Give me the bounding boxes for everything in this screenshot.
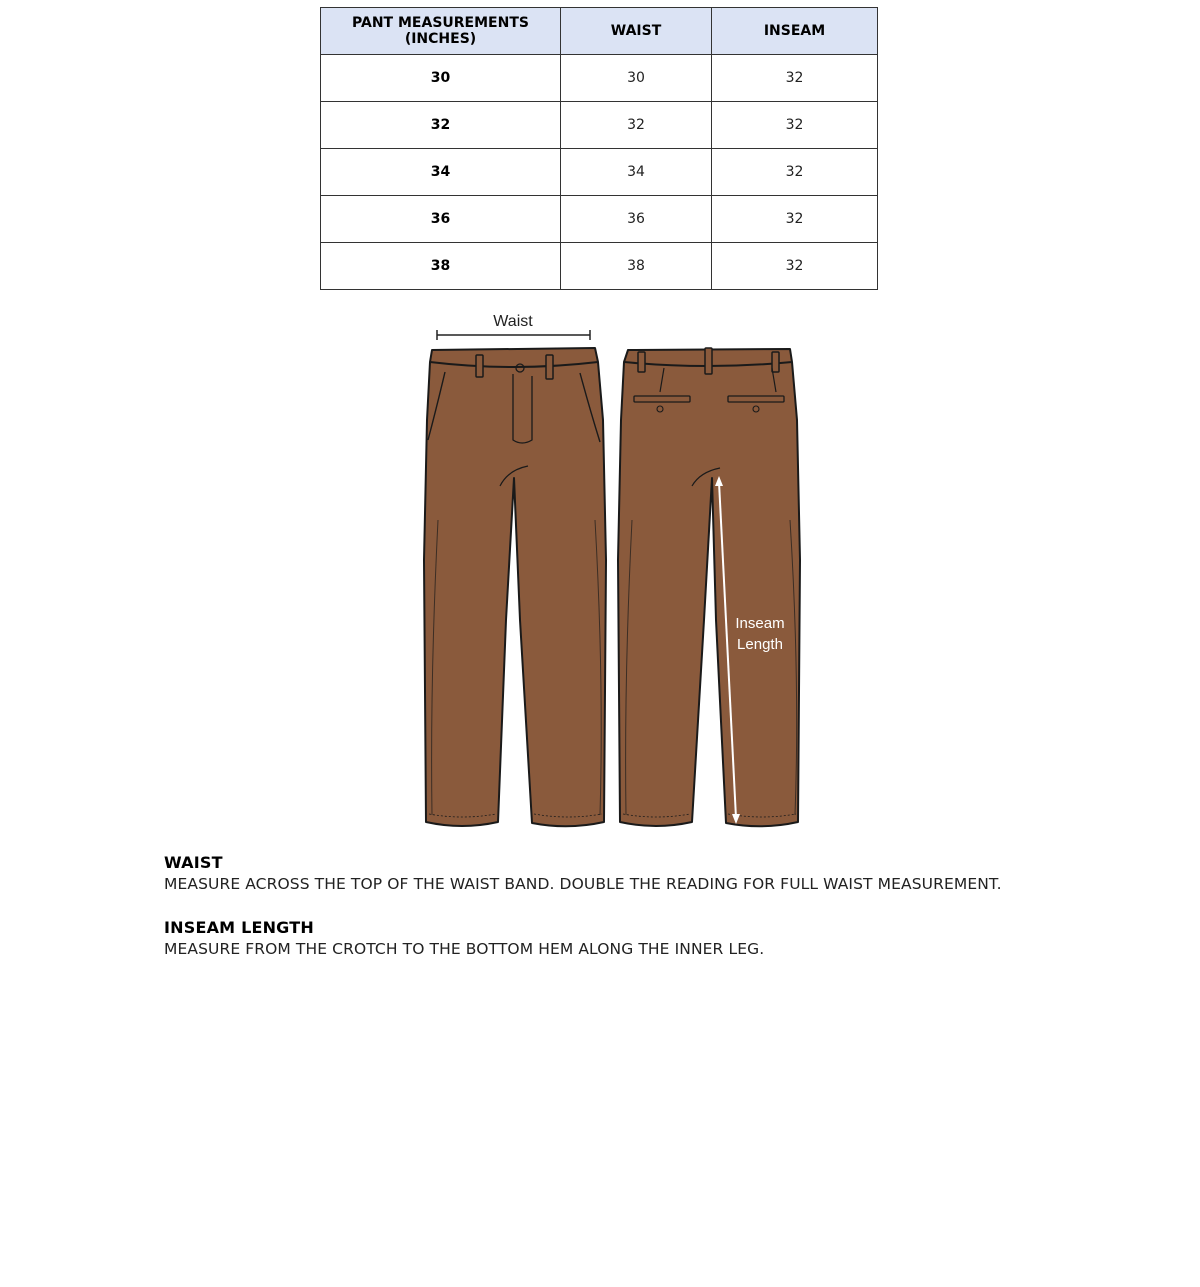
note-inseam [164, 917, 1164, 960]
note-text: MEASURE FROM THE CROTCH TO THE BOTTOM HEM ALONG THE INNER LEG. [164, 940, 765, 958]
table-header-row [321, 8, 878, 55]
size-cell: 36 [321, 196, 561, 243]
pants-back-view [618, 348, 800, 826]
inseam-cell: 32 [712, 243, 878, 290]
size-cell: 38 [321, 243, 561, 290]
header-waist: WAIST [561, 8, 712, 55]
header-pant-measurements: PANT MEASUREMENTS (INCHES) [321, 8, 561, 55]
size-cell: 30 [321, 55, 561, 102]
size-chart-table [320, 7, 878, 290]
table-row [321, 149, 878, 196]
note-text: MEASURE ACROSS THE TOP OF THE WAIST BAND. DOUBLE THE READING FOR FULL WAIST MEASUREMENT. [164, 875, 1002, 893]
measurement-notes [164, 852, 1164, 982]
inseam-cell: 32 [712, 55, 878, 102]
inseam-label-line2: Length [737, 636, 783, 653]
table-row [321, 243, 878, 290]
waist-label: Waist [493, 313, 533, 330]
note-title: INSEAM LENGTH [164, 918, 314, 937]
size-cell: 32 [321, 102, 561, 149]
waist-cell: 34 [561, 149, 712, 196]
waist-cell: 30 [561, 55, 712, 102]
pants-measurement-illustration [400, 300, 840, 840]
waist-cell: 36 [561, 196, 712, 243]
waist-cell: 38 [561, 243, 712, 290]
note-waist [164, 852, 1164, 895]
size-cell: 34 [321, 149, 561, 196]
inseam-cell: 32 [712, 196, 878, 243]
pants-front-view [424, 348, 606, 826]
inseam-cell: 32 [712, 149, 878, 196]
header-inseam: INSEAM [712, 8, 878, 55]
note-title: WAIST [164, 853, 223, 872]
inseam-cell: 32 [712, 102, 878, 149]
table-row [321, 102, 878, 149]
table-row [321, 55, 878, 102]
inseam-label-line1: Inseam [735, 615, 785, 632]
waist-cell: 32 [561, 102, 712, 149]
table-row [321, 196, 878, 243]
waist-measure-line [437, 330, 590, 340]
